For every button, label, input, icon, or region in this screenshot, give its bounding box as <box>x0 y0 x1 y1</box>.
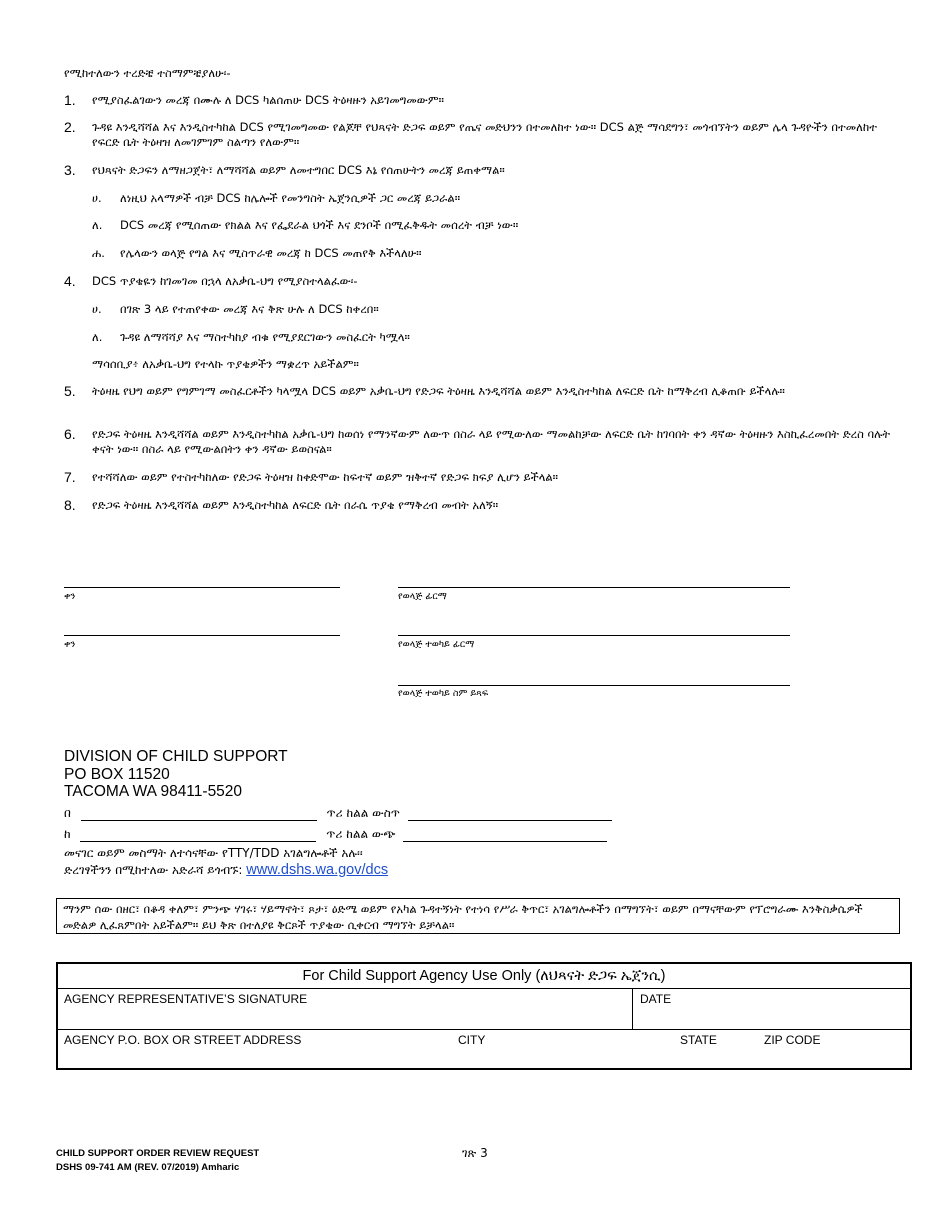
agency-state-label: STATE <box>680 1033 717 1047</box>
outside-call-label: ጥሪ ከልል ውጭ <box>326 827 396 841</box>
item-text: የተሻሻለው ወይም የተስተካከለው የድጋፍ ትዕዛዝ ከቀድሞው ከፍተኛ ወይም ዝቅተኛ የድጋፍ ክፍያ ሊሆን ይችላል። <box>92 470 559 484</box>
item-text: ትዕዛዜ የህግ ወይም የግምገማ መስፈርቶችን ካላሟላ DCS ወይም አቃቤ-ህግ የድጋፍ ትዕዛዜ እንዲሻሻል ወይም እንዲስተካከል ለፍርድ ቤት ከማቅረብ ሊቆጠቡ ይችላሉ። <box>92 384 785 398</box>
contact-row <box>64 827 607 842</box>
address-line: DIVISION OF CHILD SUPPORT <box>64 748 288 765</box>
item-text: ጉዳዩ እንዲሻሻል እና እንዲስተካከል DCS የሚገመግመው የልጆቸ የህጻናት ድጋፍ ወይም የጤና መድህንን በተመለከተ ነው። DCS ልጅ ማሳደግን፣ መጎብኘትን ወይም ሌላ ጉዳዮችን በተመለከተ የፍርድ ቤት ትዕዛዝ ለመገምገም ስልጣን የለውም። <box>92 120 878 149</box>
list-item <box>64 120 894 150</box>
list-item <box>64 93 894 108</box>
agency-signature-label: AGENCY REPRESENTATIVE’S SIGNATURE <box>64 992 308 1006</box>
tty-text: መናገር ወይም መስማት ለተሳናቸው የTTY/TDD አገልግሎቶች አሉ፡፡ <box>64 846 363 860</box>
agency-title-am: (ለህጻናት ድጋፍ ኤጀንሲ) <box>535 968 666 984</box>
local-call-field[interactable] <box>408 807 612 821</box>
sub-item-letter: ሐ. <box>92 246 105 260</box>
item-number: 3. <box>64 162 76 178</box>
form-number: DSHS 09-741 AM (REV. 07/2019) Amharic <box>56 1162 240 1173</box>
sub-item-letter: ለ. <box>92 330 103 344</box>
list-item <box>64 384 894 399</box>
local-call-label: ጥሪ ከልል ውስጥ <box>326 806 400 820</box>
sub-item-letter: ለ. <box>92 218 103 232</box>
guardian-signature-label: የወላጅ ተወካይ ፊርማ <box>398 639 475 650</box>
address-line: PO BOX 11520 <box>64 765 170 783</box>
to-field[interactable] <box>81 807 317 821</box>
sub-item-note: ማሳሰቢያ፥ ለአቃቤ-ህግ የተላኩ ጥያቄዎችን ማቋረጥ አይችልም። <box>92 357 359 371</box>
address-line: TACOMA WA 98411-5520 <box>64 783 243 800</box>
list-item <box>64 274 894 289</box>
list-item <box>64 427 894 457</box>
divider <box>632 989 633 1029</box>
sub-item-text: ለነዚህ አላማዎች ብቻ DCS ከሌሎች የመንግስት ኤጀንሲዎች ጋር መረጃ ይጋራል። <box>120 191 461 205</box>
agency-address-label: AGENCY P.O. BOX OR STREET ADDRESS <box>64 1033 302 1047</box>
item-text: የድጋፍ ትዕዛዜ እንዲሻሻል ወይም እንዲስተካከል ለፍርድ ቤት በራሴ ጥያቄ የማቅረብ መብት አለኝ። <box>92 498 499 512</box>
guardian-signature-line[interactable] <box>398 635 790 636</box>
date-label: ቀን <box>64 591 76 602</box>
list-item <box>64 498 894 513</box>
contact-row <box>64 806 612 821</box>
sub-item-letter: ሀ. <box>92 191 102 205</box>
sub-item <box>92 246 892 261</box>
item-text: DCS ጥያቄዬን ከገመገመ በኋላ ለአቃቤ-ህግ የሚያስተላልፈው፡- <box>92 274 358 288</box>
website-row <box>64 862 388 878</box>
item-text: የድጋፍ ትዕዛዜ እንዲሻሻል ወይም እንዲስተካከል አቃቤ-ህግ ከወሰነ የማንኛውም ለውጥ በስራ ላይ የሚውለው ማመልከቻው ለፍርድ ቤት ከገባበት ቀን ዳኛው ትዕዛዙን እስኪፈረመበት ድረስ ባሉት ቀናት ነው። በስራ ላይ የሚውልበትን ቀን ዳኛው ይወስናል። <box>92 427 891 456</box>
item-number: 8. <box>64 497 76 513</box>
agency-box-title <box>58 964 910 989</box>
sub-item-text: በገጽ 3 ላይ የተጠየቀው መረጃ እና ቅጽ ሁሉ ለ DCS ከቀረበ። <box>120 302 379 316</box>
item-number: 6. <box>64 426 76 442</box>
outside-call-field[interactable] <box>403 828 607 842</box>
guardian-name-line[interactable] <box>398 685 790 686</box>
from-label: ከ <box>64 827 71 841</box>
agency-row <box>58 989 910 1030</box>
item-number: 4. <box>64 273 76 289</box>
date-line[interactable] <box>64 587 340 588</box>
sub-item-text: ጉዳዩ ለማሻሻያ እና ማስተካከያ ብቁ የሚያደርገውን መስፈርት ካሟላ። <box>120 330 410 344</box>
sub-item <box>92 218 892 233</box>
from-field[interactable] <box>80 828 316 842</box>
website-prefix: ድረገፃችንን በሚከተለው አድራሻ ይጎብኙ: <box>64 863 247 877</box>
to-label: በ <box>64 806 71 820</box>
intro-text: የሚከተለውን ተረድቼ ተስማምቼያለሁ፡- <box>64 66 231 80</box>
item-number: 7. <box>64 469 76 485</box>
item-text: የህጻናት ድጋፍን ለማዘጋጀት፣ ለማሻሻል ወይም ለመተግበር DCS እኔ የሰጠሁትን መረጃ ይጠቀማል። <box>92 163 505 177</box>
website-link[interactable]: www.dshs.wa.gov/dcs <box>246 862 389 878</box>
item-number: 1. <box>64 92 76 108</box>
list-item <box>64 163 894 178</box>
sub-item-text: የሌላውን ወላጅ የግል እና ሚስጥራዊ መረጃ ከ DCS መጠየቅ እችላለሁ። <box>120 246 422 260</box>
sub-item <box>92 302 892 317</box>
parent-signature-label: የወላጅ ፊርማ <box>398 591 447 602</box>
sub-item <box>92 191 892 206</box>
guardian-name-label: የወላጅ ተወካይ ስም ይጻፍ <box>398 688 489 699</box>
page-number: ገጽ 3 <box>462 1146 488 1160</box>
sub-item <box>92 330 892 345</box>
sub-item-text: DCS መረጃ የሚሰጠው የክልል እና የፌደራል ህጎች እና ደንቦች በሚፈቅዱት መሰረት ብቻ ነው። <box>120 218 519 232</box>
agency-city-label: CITY <box>458 1033 486 1047</box>
mailing-address <box>64 748 288 801</box>
parent-signature-line[interactable] <box>398 587 790 588</box>
item-text: የሚያስፈልገውን መረጃ በሙሉ ለ DCS ካልሰጠሁ DCS ትዕዛዙን አይገመግመውም። <box>92 93 444 107</box>
list-item <box>64 470 894 485</box>
date-line[interactable] <box>64 635 340 636</box>
sub-item-letter: ሀ. <box>92 302 102 316</box>
nondiscrimination-notice: ማንም ሰው በዘር፣ በቆዳ ቀለም፣ ምንጭ ሃገሩ፣ ሃይማኖት፣ ጾታ፣ ዕድሜ ወይም የአካል ጉዳተኝነት የተነሳ የሥራ ቅጥር፣ አገልግሎቶችን በማግኘት፣ ወይም በማናቸውም የፕሮግራሙ እንቅስቃሴዎች መድልዎ ሊፈጸምበት አይችልም። ይህ ቅጽ በተለያዩ ቅርጾች ጥያቄው ሲቀርብ ማግኘት ይቻላል። <box>56 898 900 934</box>
agency-date-label: DATE <box>640 992 672 1006</box>
item-number: 5. <box>64 383 76 399</box>
form-title: CHILD SUPPORT ORDER REVIEW REQUEST <box>56 1148 260 1159</box>
agency-zip-label: ZIP CODE <box>764 1033 821 1047</box>
agency-title-en: For Child Support Agency Use Only <box>302 968 536 984</box>
item-number: 2. <box>64 119 76 135</box>
agency-use-box <box>56 962 912 1070</box>
date-label: ቀን <box>64 639 76 650</box>
